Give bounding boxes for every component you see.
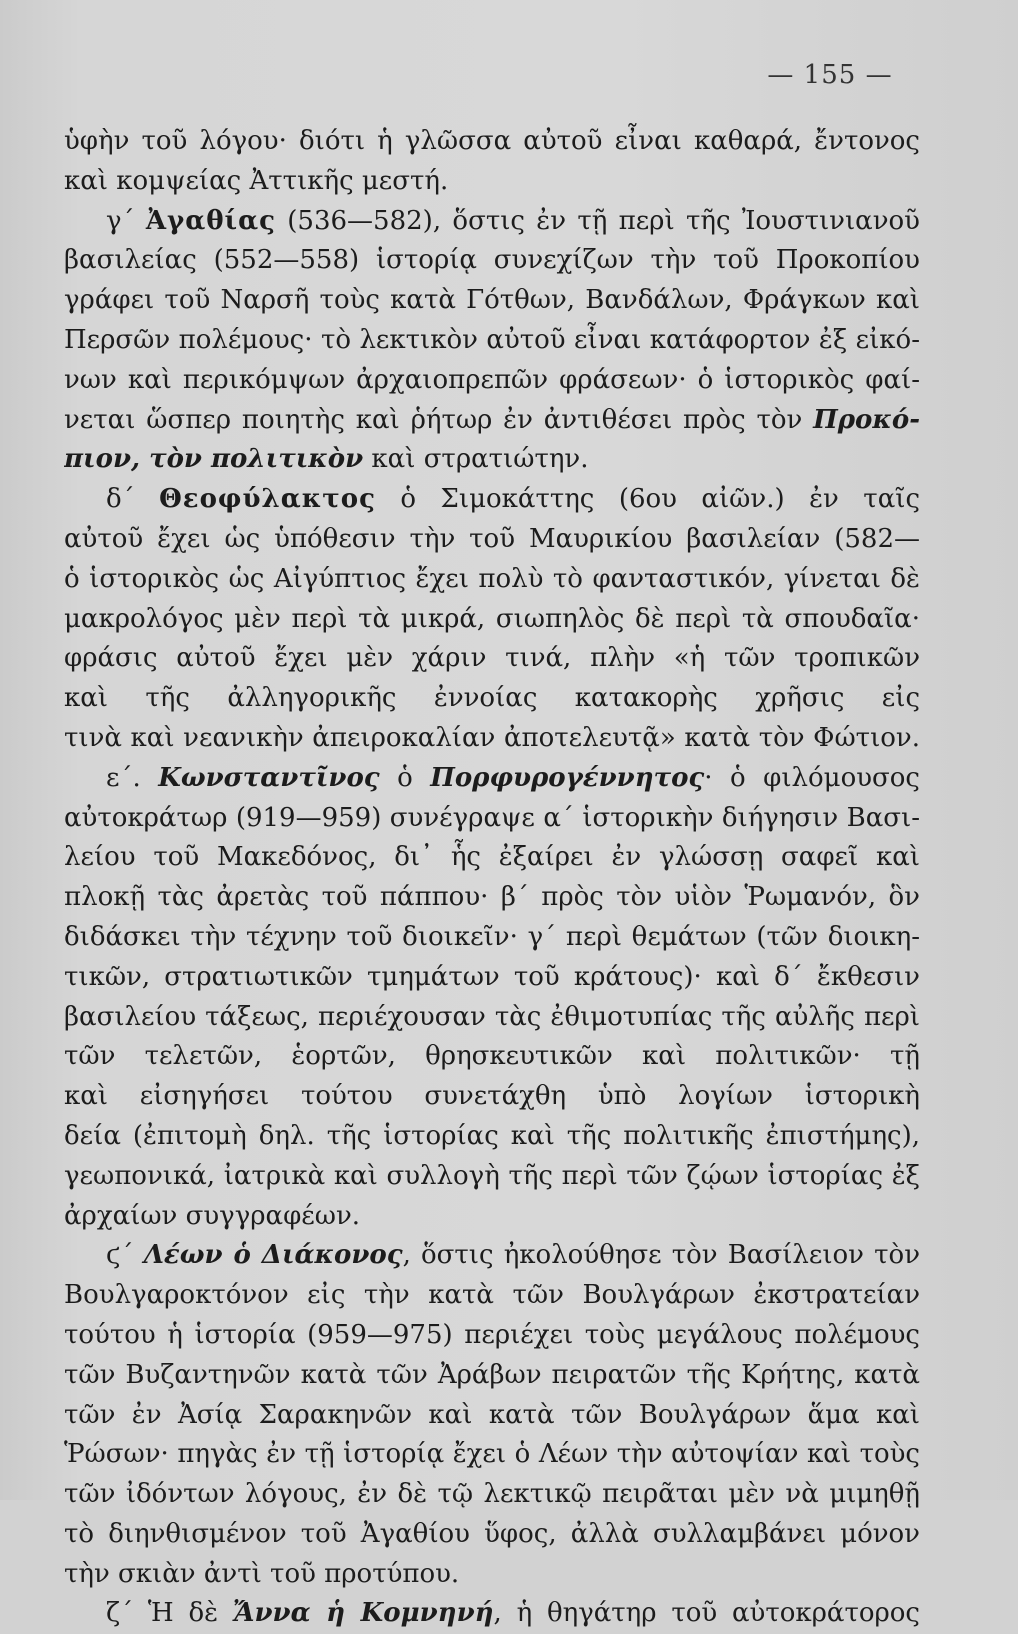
- body-text: [64, 122, 920, 1634]
- text-line: [64, 1594, 920, 1634]
- text-run: τὸ διηνθισμένον τοῦ Ἀγαθίου ὕφος, ἀλλὰ συλλαμβάνει μόνον: [64, 1518, 920, 1549]
- text-line: [64, 998, 920, 1038]
- text-line: [64, 1117, 920, 1157]
- text-line: [64, 1356, 920, 1396]
- text-line: [64, 480, 920, 520]
- text-run: καὶ εἰσηγήσει τούτου συνετάχθη ὑπὸ λογίων ἱστορικὴ: [64, 1081, 920, 1112]
- text-run: τῶν Βυζαντηνῶν κατὰ τῶν Ἀράβων πειρατῶν τῆς Κρήτης, κατὰ: [64, 1359, 920, 1390]
- text-run: τῶν τελετῶν, ἑορτῶν, θρησκευτικῶν καὶ πολιτικῶν· τῇ: [64, 1041, 920, 1072]
- text-run: γ΄: [106, 205, 146, 236]
- text-run: βασιλείου τάξεως, περιέχουσαν τὰς ἐθιμοτυπίας τῆς αὐλῆς περὶ: [64, 1001, 920, 1032]
- text-run: , ἡ θηγάτηρ τοῦ αὐτοκράτορος: [493, 1598, 920, 1629]
- text-run: μακρολόγος μὲν περὶ τὰ μικρά, σιωπηλὸς δὲ περὶ τὰ σπουδαῖα·: [64, 603, 920, 634]
- text-run: καὶ στρατιώτην.: [363, 444, 589, 475]
- text-line: [64, 600, 920, 640]
- text-line: [64, 1555, 920, 1595]
- text-run: λείου τοῦ Μακεδόνος, δι᾽ ἧς ἐξαίρει ἐν γλώσσῃ σαφεῖ καὶ: [64, 842, 920, 873]
- text-line: [64, 799, 920, 839]
- text-line: [64, 1157, 920, 1197]
- text-run: δ΄: [106, 484, 160, 515]
- text-line: [64, 321, 920, 361]
- text-run: ὁ: [379, 762, 431, 793]
- text-run: γράφει τοῦ Ναρσῆ τοὺς κατὰ Γότθων, Βανδάλων, Φράγκων καὶ: [64, 285, 920, 316]
- text-run: αὐτοῦ ἔχει ὡς ὑπόθεσιν τὴν τοῦ Μαυρικίου βασιλείαν (582—: [64, 523, 920, 554]
- text-line: [64, 122, 920, 162]
- text-line: [64, 281, 920, 321]
- text-run: ὁ Σιμοκάττης (6ου αἰῶν.) ἐν ταῖς: [400, 484, 920, 515]
- text-line: [64, 241, 920, 281]
- emphasized-text: Ἀγαθίας: [145, 205, 276, 236]
- text-line: [64, 361, 920, 401]
- emphasized-text: πιον, τὸν πολιτικὸν: [64, 444, 364, 475]
- text-run: αὐτοκράτωρ (919—959) συνέγραψε α΄ ἱστορικὴν διήγησιν Βασι-: [64, 802, 920, 833]
- text-run: · ὁ φιλόμουσος: [704, 762, 920, 793]
- text-run: ϛ΄: [106, 1240, 144, 1271]
- text-line: [64, 1435, 920, 1475]
- text-run: καὶ τῆς ἀλληγορικῆς ἐννοίας κατακορὴς χρῆσις εἰς: [64, 683, 920, 714]
- text-run: Βουλγαροκτόνον εἰς τὴν κατὰ τῶν Βουλγάρων ἐκστρατείαν: [64, 1280, 920, 1311]
- emphasized-text: Πορφυρογέννητος: [430, 762, 705, 793]
- text-line: [64, 958, 920, 998]
- text-line: [64, 202, 920, 242]
- text-run: βασιλείας (552—558) ἱστορίᾳ συνεχίζων τὴν τοῦ Προκοπίου: [64, 245, 920, 276]
- text-line: [64, 1396, 920, 1436]
- text-run: τὴν σκιὰν ἀντὶ τοῦ προτύπου.: [64, 1558, 460, 1589]
- text-line: [64, 560, 920, 600]
- text-run: τῶν ἐν Ἀσίᾳ Σαρακηνῶν καὶ κατὰ τῶν Βουλγάρων ἅμα καὶ: [64, 1399, 920, 1430]
- text-run: τικῶν, στρατιωτικῶν τμημάτων τοῦ κράτους)· καὶ δ΄ ἔκθεσιν: [64, 961, 920, 992]
- text-line: [64, 440, 920, 480]
- text-run: νων καὶ περικόμψων ἀρχαιοπρεπῶν φράσεων· ὁ ἱστορικὸς φαί-: [64, 364, 920, 395]
- text-line: [64, 1037, 920, 1077]
- text-run: γεωπονικά, ἰατρικὰ καὶ συλλογὴ τῆς περὶ τῶν ζῴων ἱστορίας ἐξ: [64, 1160, 920, 1191]
- text-run: πλοκῇ τὰς ἀρετὰς τοῦ πάππου· β΄ πρὸς τὸν υἱὸν Ῥωμανόν, ὃν: [64, 882, 920, 913]
- text-run: (536—582), ὅστις ἐν τῇ περὶ τῆς Ἰουστινιανοῦ: [275, 205, 920, 236]
- text-run: διδάσκει τὴν τέχνην τοῦ διοικεῖν· γ΄ περὶ θεμάτων (τῶν διοικη-: [64, 921, 920, 952]
- text-run: φράσις αὐτοῦ ἔχει μὲν χάριν τινά, πλὴν «ἡ τῶν τροπικῶν: [64, 643, 920, 674]
- text-line: [64, 1197, 920, 1237]
- emphasized-text: Λέων ὁ Διάκονος: [143, 1240, 403, 1271]
- text-run: τινὰ καὶ νεανικὴν ἀπειροκαλίαν ἀποτελευτᾷ» κατὰ τὸν Φώτιον.: [64, 722, 920, 753]
- text-run: Περσῶν πολέμους· τὸ λεκτικὸν αὐτοῦ εἶναι κατάφορτον ἐξ εἰκό-: [64, 324, 920, 355]
- text-line: [64, 1316, 920, 1356]
- text-line: [64, 679, 920, 719]
- text-run: καὶ κομψείας Ἀττικῆς μεστή.: [64, 165, 449, 196]
- emphasized-text: Προκό-: [813, 404, 920, 435]
- text-line: [64, 838, 920, 878]
- text-line: [64, 759, 920, 799]
- text-run: ὑφὴν τοῦ λόγου· διότι ἡ γλῶσσα αὐτοῦ εἶναι καθαρά, ἔντονος: [64, 126, 920, 156]
- text-line: [64, 1515, 920, 1555]
- text-line: [64, 1475, 920, 1515]
- text-line: [64, 162, 920, 202]
- text-run: ἀρχαίων συγγραφέων.: [64, 1200, 361, 1231]
- text-run: , ὅστις ἠκολούθησε τὸν Βασίλειον τὸν: [402, 1240, 920, 1271]
- text-line: [64, 639, 920, 679]
- text-line: [64, 719, 920, 759]
- text-run: νεται ὥσπερ ποιητὴς καὶ ῥήτωρ ἐν ἀντιθέσει πρὸς τὸν: [64, 404, 814, 435]
- emphasized-text: Θεοφύλακτος: [159, 484, 376, 515]
- text-run: δεία (ἐπιτομὴ δηλ. τῆς ἱστορίας καὶ τῆς πολιτικῆς ἐπιστήμης),: [64, 1120, 920, 1151]
- emphasized-text: Κωνσταντῖνος: [158, 762, 380, 793]
- text-run: ε΄.: [106, 762, 159, 793]
- emphasized-text: Ἄννα ἡ Κομνηνή: [232, 1598, 494, 1629]
- text-run: Ῥώσων· πηγὰς ἐν τῇ ἱστορίᾳ ἔχει ὁ Λέων τὴν αὐτοψίαν καὶ τοὺς: [64, 1439, 920, 1470]
- text-line: [64, 401, 920, 441]
- text-run: ζ΄ Ἡ δὲ: [106, 1598, 233, 1629]
- text-run: ὁ ἱστορικὸς ὡς Αἰγύπτιος ἔχει πολὺ τὸ φανταστικόν, γίνεται δὲ: [64, 563, 920, 594]
- text-line: [64, 918, 920, 958]
- text-line: [64, 1077, 920, 1117]
- page-number: — 155 —: [767, 60, 893, 90]
- text-line: [64, 520, 920, 560]
- text-run: τῶν ἰδόντων λόγους, ἐν δὲ τῷ λεκτικῷ πειρᾶται μὲν νὰ μιμηθῇ: [64, 1479, 920, 1510]
- text-line: [64, 1276, 920, 1316]
- text-run: τούτου ἡ ἱστορία (959—975) περιέχει τοὺς μεγάλους πολέμους: [64, 1319, 920, 1350]
- text-line: [64, 1236, 920, 1276]
- text-line: [64, 878, 920, 918]
